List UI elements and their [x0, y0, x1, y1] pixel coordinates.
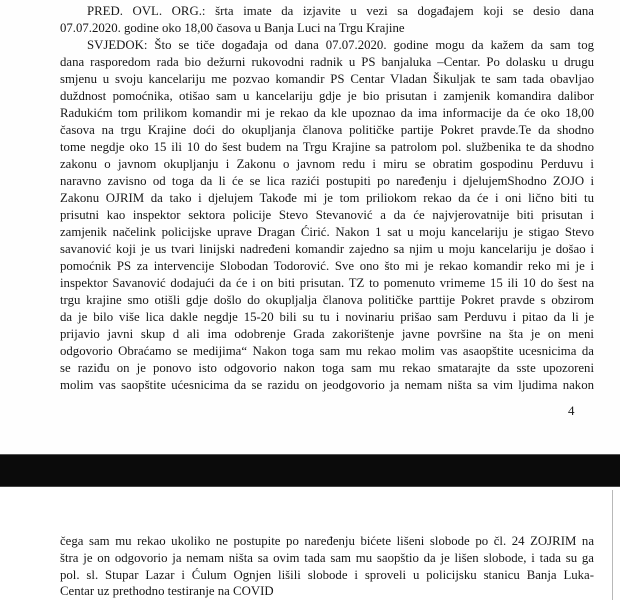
page-gap-band: [0, 454, 620, 487]
statement-line: zakonu o javnom okupljanju i Zakonu o javnom redu i miru se obratim gospodinu Perduvu i: [60, 157, 594, 171]
statement-line: Zakonu OJRIM da tako i djelujem Takođe mi je tom priliokom rekao da će i oni lično biti tu: [60, 191, 594, 205]
statement-line: duždnost pomoćnika, otišao sam u kancelariju gdje je bio prisutan i zamjenik komandira dalibor: [60, 89, 594, 103]
statement-line: 07.07.2020. godine oko 18,00 časova u Banja Luci na Trgu Krajine: [60, 21, 405, 35]
statement-line: prijavio javni skup d ali ima odobrenje Grada zakorištenje javne površine na šta je on meni: [60, 327, 594, 341]
statement-line: molim vas saopštite ućesnicima da se razidu on jeodgovorio ja nemam ništa sa vim ljudima nakon: [60, 378, 594, 392]
statement-line: pomoćnik PS za intervencije Slobodan Todorović. Sve ono što mi je rekao komandir reko mi je i: [60, 259, 594, 273]
statement-line: časova na trgu Krajine doći do okupljanja članova političke partije Pokret pravde.Te da shodno: [60, 123, 594, 137]
statement-line: pol. sl. Stupar Lazar i Ćulum Ognjen lišili slobode i sproveli u policijsku stanicu Banja Luka-: [60, 568, 594, 582]
statement-line: prisutni kao inspektor sektora policije Stevo Stevanović a da će najvjerovatnije biti prisutan i: [60, 208, 594, 222]
statement-line: čega sam mu rekao ukoliko ne postupite po naređenju bićete lišeni slobode po čl. 24 ZOJRIM na: [60, 534, 594, 548]
page-number: 4: [568, 403, 575, 418]
document-page-bottom: [0, 487, 620, 600]
statement-line: zamjenik načelink policijske uprave Dragan Ćirić. Nakon 1 sat u moju kancelariju je stigao Stevo: [60, 225, 594, 239]
statement-line: tome negdje oko 15 ili 10 do šest budem na Trgu Krajine sa patrolom pol. službenika te da shodno: [60, 140, 594, 154]
statement-line: štra je on odgovorio ja nemam ništa sa ovim tada sam mu saopštio da je lišen slobode, i tada su ga: [60, 551, 594, 565]
statement-line: smjenu u svoju kancelariju me pozvao komandir PS Centar Vladan Šikuljak te sam tada obavljao: [60, 72, 594, 86]
statement-line: se raziđu on je ponovo isto odgovorio nakon toga sam mu rekao smatarajte da sste upozoreni: [60, 361, 594, 375]
statement-line: Radukićm tom prilikom komandir mi je rekao da kle upoznao da ima informacije da će oko 18,00: [60, 106, 594, 120]
statement-line: naravno zavisno od toga da li će se lica razići postupiti po naređenju i djelujemShodno ZOJO i: [60, 174, 594, 188]
statement-line: dana rasporedom rada bio dežurni rukovodni radnik u PS banjaluka –Centar. Po dolasku u drugu: [60, 55, 594, 69]
scan-edge-line: [612, 490, 613, 600]
statement-line: SVJEDOK: Što se tiče događaja od dana 07.07.2020. godine mogu da kažem da sam tog: [87, 38, 594, 52]
statement-line: da je bilo više lica dakle negdje 15-20 bili su tu i novinariu prišao sam Perduvu i pitao da li je: [60, 310, 594, 324]
statement-line: inspektor Savanović dodajući da će i on biti prisutan. TZ to pomenuto vrimeme 15 ili 10 do šest na: [60, 276, 594, 290]
statement-line: Centar uz prethodno testiranje na COVID: [60, 584, 274, 598]
statement-line: odgovorio Obraćamo se medijima“ Nakon toga sam mu rekao molim vas asaopštite ucesnicima da: [60, 344, 594, 358]
statement-line: trgu krajine smo otišli gdje došlo do okupljalja članova političke parttije Pokret pravde s obzirom: [60, 293, 594, 307]
statement-line: savanović koji je us tvari linijski nadređeni komandir zajedno sa njim u moju kancelariju je došao i: [60, 242, 594, 256]
statement-line: PRED. OVL. ORG.: šrta imate da izjavite u vezi sa događajem koji se desio dana: [87, 4, 594, 18]
